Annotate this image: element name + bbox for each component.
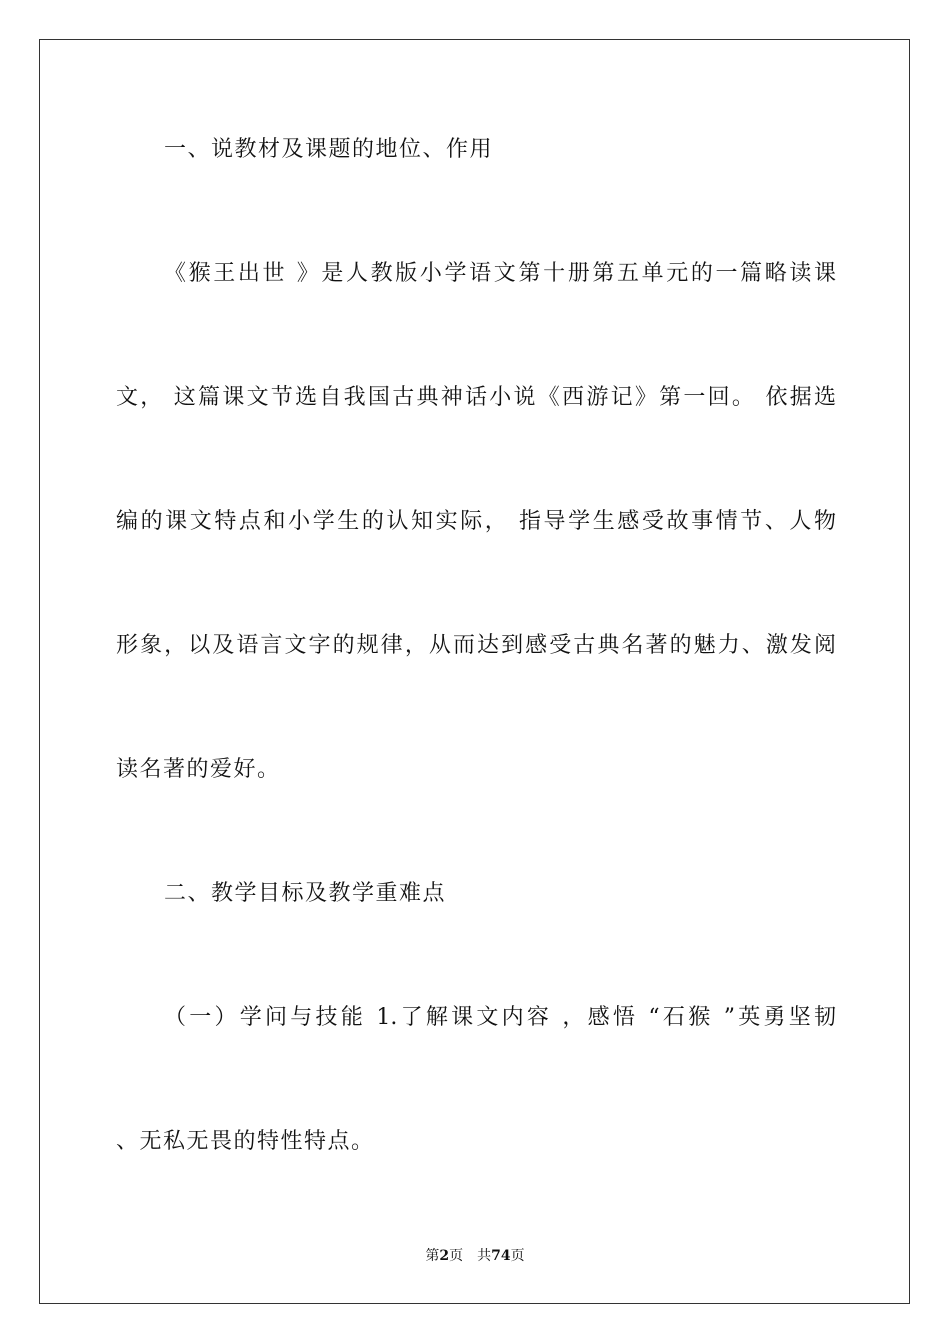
paragraph-line: 《猴王出世 》是人教版小学语文第十册第五单元的一篇略读课	[164, 261, 836, 286]
page-footer	[0, 1246, 950, 1266]
section-heading-2: 二、教学目标及教学重难点	[164, 881, 447, 906]
footer-page-prefix: 第	[425, 1248, 440, 1264]
paragraph-line: 读名著的爱好。	[116, 757, 281, 782]
footer-page-suffix: 页	[449, 1248, 464, 1264]
section-heading-1: 一、说教材及课题的地位、作用	[164, 137, 494, 162]
footer-total-suffix: 页	[510, 1248, 525, 1264]
paragraph-line: 、无私无畏的特性特点。	[116, 1129, 375, 1154]
paragraph-line: 形象，以及语言文字的规律，从而达到感受古典名著的魅力、激发阅	[116, 633, 836, 658]
paragraph-line: 编的课文特点和小学生的认知实际， 指导学生感受故事情节、人物	[116, 509, 836, 534]
paragraph-line: （一）学问与技能 1.了解课文内容 ，感悟 “石猴 ”英勇坚韧	[164, 1005, 836, 1030]
footer-total-pages: 74	[491, 1248, 511, 1264]
page-frame	[39, 39, 910, 1304]
paragraph-line: 文， 这篇课文节选自我国古典神话小说《西游记》第一回。 依据选	[116, 385, 836, 410]
footer-total-prefix: 共	[477, 1248, 492, 1264]
footer-page-number: 2	[439, 1248, 450, 1264]
